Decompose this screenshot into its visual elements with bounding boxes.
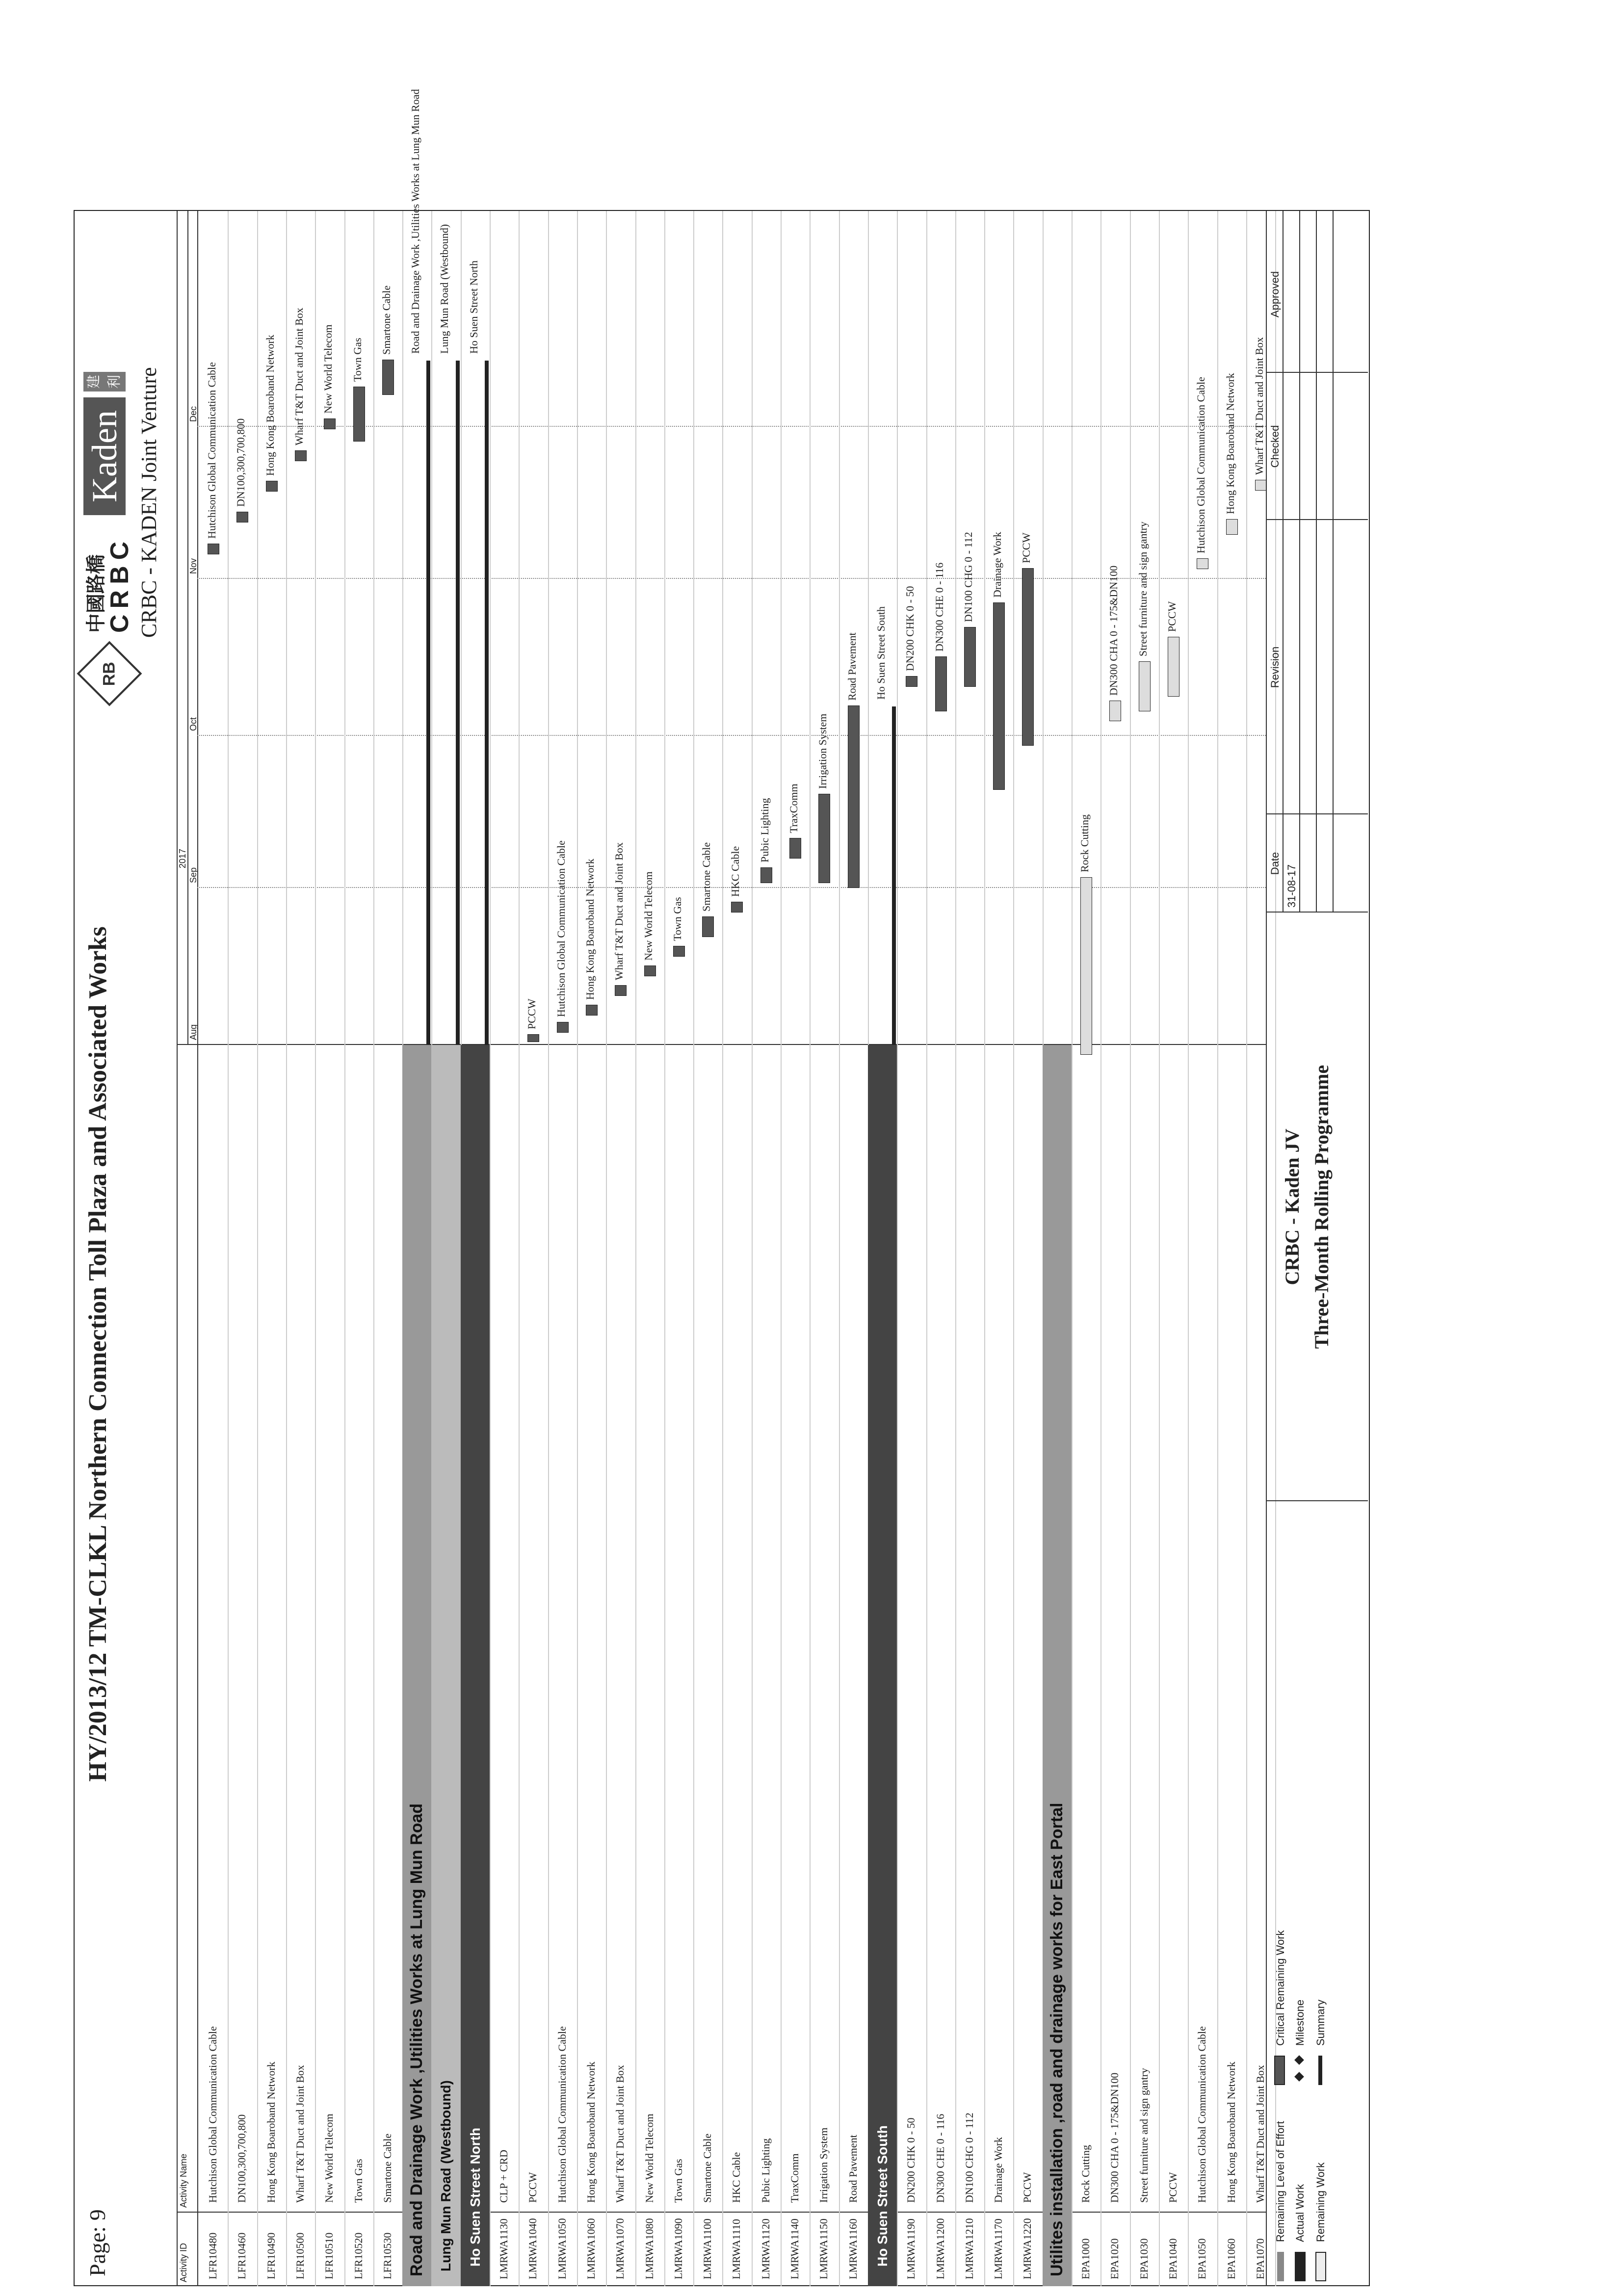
activity-bar	[615, 985, 627, 996]
activity-name: Irrigation System	[817, 2127, 830, 2203]
company-logos	[77, 216, 175, 702]
activity-bar	[353, 387, 365, 442]
activity-bar-label: Wharf T&T Duct and Joint Box	[613, 842, 626, 980]
title-block	[1266, 211, 1368, 913]
title-block-row-line-1	[1299, 211, 1300, 913]
footer-subtitle: Three-Month Rolling Programme	[1310, 1065, 1333, 1349]
wbs-band: Road and Drainage Work ,Utilities Works at Lung Mun Road	[402, 1045, 431, 2286]
row-divider	[955, 211, 956, 2286]
activity-bar-label: Hong Kong Boaroband Network	[583, 859, 596, 1000]
month-label: Dec	[188, 406, 198, 422]
header-divider	[177, 211, 178, 2286]
kaden-logo: Kaden	[83, 397, 126, 515]
activity-name: Hong Kong Boaroband Network	[1225, 2061, 1237, 2203]
activity-id: LMRWA1170	[992, 2218, 1005, 2279]
year-divider	[187, 211, 188, 1045]
checked-label: Checked	[1269, 425, 1281, 468]
activity-bar-label: Wharf T&T Duct and Joint Box	[292, 308, 305, 445]
activity-id: LFR10530	[381, 2232, 393, 2279]
summary-bar-label: Ho Suen Street North	[467, 260, 480, 354]
activity-bar	[644, 965, 656, 976]
activity-bar	[1080, 877, 1092, 1055]
row-divider	[373, 211, 374, 2286]
row-divider	[1217, 211, 1218, 2286]
activity-id: EPA1030	[1137, 2238, 1150, 2279]
wbs-band: Lung Mun Road (Westbound)	[431, 1045, 460, 2286]
activity-bar	[1255, 480, 1267, 491]
activity-name: PCCW	[1021, 2172, 1034, 2203]
activity-name: Pubic Lighting	[759, 2138, 772, 2203]
activity-bar-label: DN200 CHK 0 - 50	[904, 586, 917, 671]
row-divider	[519, 211, 520, 2286]
activity-name: CLP + CRD	[498, 2149, 510, 2203]
row-divider	[635, 211, 636, 2286]
activity-bar	[527, 1034, 539, 1042]
activity-bar-label: Hutchison Global Communication Cable	[554, 840, 567, 1017]
row-divider	[490, 211, 491, 2286]
activity-name: DN300 CHE 0 - 116	[934, 2113, 946, 2203]
activity-id: LFR10510	[323, 2232, 336, 2279]
activity-bar	[1022, 568, 1034, 746]
activity-id: LMRWA1130	[498, 2218, 510, 2279]
activity-name: DN100,300,700,800	[236, 2114, 248, 2203]
summary-bar	[456, 361, 460, 1045]
activity-id: LMRWA1140	[788, 2218, 801, 2279]
activity-name: HKC Cable	[730, 2152, 743, 2203]
activity-id: LMRWA1060	[584, 2218, 597, 2279]
title-block-row-line-2	[1316, 211, 1317, 913]
activity-id: LMRWA1050	[555, 2218, 568, 2279]
activity-bar	[1109, 701, 1121, 721]
activity-name: Hutchison Global Communication Cable	[555, 2026, 568, 2203]
activity-name: Hutchison Global Communication Cable	[207, 2026, 219, 2203]
activity-id: LFR10490	[264, 2232, 277, 2279]
summary-bar	[485, 361, 489, 1045]
wbs-band: Utilites installation ,road and drainage works for East Portal	[1043, 1045, 1072, 2286]
remaining-swatch	[1315, 2252, 1326, 2281]
title-block-row-line-3	[1333, 211, 1334, 913]
summary-swatch	[1318, 2056, 1322, 2085]
joint-venture-name: CRBC - KADEN Joint Venture	[137, 367, 161, 638]
row-divider	[1072, 211, 1073, 2286]
activity-id: LMRWA1220	[1021, 2218, 1034, 2279]
title-block-col-1	[1266, 813, 1368, 814]
timescale-year: 2017	[178, 848, 187, 868]
activity-id: LMRWA1080	[643, 2218, 655, 2279]
activity-name: TraxComm	[788, 2153, 801, 2203]
activity-id: EPA1060	[1225, 2238, 1237, 2279]
activity-bar	[760, 867, 772, 883]
row-divider	[315, 211, 316, 2286]
activity-name: Wharf T&T Duct and Joint Box	[293, 2065, 306, 2203]
summary-bar-label: Ho Suen Street South	[874, 606, 887, 700]
row-divider	[897, 211, 898, 2286]
activity-bar-label: TraxComm	[787, 783, 800, 833]
activity-name: Town Gas	[672, 2159, 684, 2203]
activity-bar-label: Pubic Lighting	[758, 798, 771, 862]
activity-bar-label: PCCW	[525, 998, 538, 1029]
activity-id: LMRWA1190	[905, 2218, 917, 2279]
row-divider	[1100, 211, 1101, 2286]
summary-bar	[892, 706, 896, 1045]
activity-bar-label: Town Gas	[671, 897, 683, 941]
activity-name: New World Telecom	[643, 2113, 655, 2203]
activity-bar	[266, 481, 278, 492]
activity-bar	[964, 627, 976, 687]
row-divider	[344, 211, 345, 2286]
company-name-zh: 中國路橋	[85, 554, 107, 633]
actual-swatch	[1295, 2252, 1306, 2281]
column-activity-name: Activity Name	[179, 2153, 188, 2208]
activity-id: LFR10500	[293, 2232, 306, 2279]
activity-bar-label: Street furniture and sign gantry	[1136, 522, 1149, 656]
row-divider	[1188, 211, 1189, 2286]
activity-bar	[1226, 519, 1238, 535]
activity-bar	[731, 902, 743, 913]
legend-remaining: Remaining Work	[1314, 2162, 1327, 2242]
summary-bar-label: Road and Drainage Work ,Utilities Works at Lung Mun Road	[409, 89, 422, 354]
activity-bar	[702, 916, 714, 937]
activity-id: LMRWA1200	[934, 2218, 946, 2279]
activity-bar-label: Smartone Cable	[380, 285, 393, 355]
activity-name: Street furniture and sign gantry	[1137, 2068, 1150, 2203]
activity-id: LMRWA1100	[701, 2218, 714, 2279]
row-divider	[752, 211, 753, 2286]
date-value: 31-08-17	[1285, 864, 1298, 908]
activity-bar-label: HKC Cable	[729, 846, 742, 897]
activity-bar	[818, 794, 830, 883]
activity-id: EPA1000	[1079, 2238, 1092, 2279]
row-divider	[286, 211, 287, 2286]
activity-id: LMRWA1040	[526, 2218, 539, 2279]
activity-id: LMRWA1160	[846, 2218, 859, 2279]
activity-name: Hong Kong Boaroband Network	[264, 2061, 277, 2203]
kaden-logo-zh: 建利	[83, 372, 126, 391]
activity-bar	[993, 602, 1005, 790]
row-divider	[810, 211, 811, 2286]
row-divider	[606, 211, 607, 2286]
wbs-band: Ho Suen Street North	[461, 1045, 490, 2286]
row-divider	[722, 211, 723, 2286]
activity-name: Hong Kong Boaroband Network	[584, 2061, 597, 2203]
project-title: HY/2013/12 TM-CLKL Northern Connection Toll Plaza and Associated Works	[84, 926, 112, 1782]
activity-bar	[1139, 661, 1151, 711]
activity-name: PCCW	[1166, 2172, 1179, 2203]
activity-name: DN200 CHK 0 - 50	[905, 2117, 917, 2203]
activity-bar-label: Hong Kong Boaroband Network	[1224, 373, 1236, 514]
activity-name: New World Telecom	[323, 2113, 336, 2203]
activity-bar	[382, 360, 394, 395]
wbs-band: Ho Suen Street South	[868, 1045, 897, 2286]
milestone-icon	[1294, 2072, 1304, 2082]
activity-bar-label: Hutchison Global Communication Cable	[1195, 377, 1207, 553]
activity-id: EPA1050	[1196, 2238, 1208, 2279]
row-divider	[1013, 211, 1014, 2286]
title-block-col-2	[1266, 519, 1368, 520]
activity-bar	[295, 450, 307, 461]
activity-id: LMRWA1120	[759, 2218, 772, 2279]
row-divider	[257, 211, 258, 2286]
activity-id: LMRWA1070	[614, 2218, 627, 2279]
activity-bar	[208, 544, 219, 554]
activity-bar	[673, 946, 685, 957]
activity-bar	[848, 705, 860, 888]
month-label: Nov	[188, 558, 198, 574]
company-name-en: CRBC	[105, 535, 134, 633]
month-label: Sep	[188, 867, 198, 883]
activity-bar-label: DN100,300,700,800	[235, 418, 247, 507]
page-label: Page: 9	[85, 2209, 110, 2276]
loe-swatch	[1277, 2252, 1284, 2281]
activity-id: LFR10480	[207, 2232, 219, 2279]
month-gridline	[197, 578, 1266, 579]
activity-bar-label: PCCW	[1165, 601, 1178, 632]
activity-bar-label: PCCW	[1020, 532, 1033, 563]
row-divider	[577, 211, 578, 2286]
row-divider	[228, 211, 229, 2286]
activity-bar-label: DN300 CHE 0 - 116	[933, 562, 945, 652]
activity-bar-label: Irrigation System	[816, 713, 829, 789]
activity-bar-label: Wharf T&T Duct and Joint Box	[1253, 337, 1265, 475]
month-label: Aug	[188, 1024, 198, 1040]
critical-swatch	[1274, 2056, 1285, 2085]
approved-label: Approved	[1269, 271, 1281, 318]
activity-bar-label: Rock Cutting	[1078, 814, 1091, 872]
activity-id: LFR10520	[352, 2232, 365, 2279]
column-activity-id: Activity ID	[179, 2243, 188, 2282]
activity-name: Smartone Cable	[381, 2133, 393, 2203]
row-divider	[839, 211, 840, 2286]
activity-name: Rock Cutting	[1079, 2145, 1092, 2203]
activity-name: PCCW	[526, 2172, 539, 2203]
crbc-logo-icon	[77, 641, 142, 706]
activity-id: LMRWA1150	[817, 2218, 830, 2279]
activity-id: LMRWA1110	[730, 2218, 743, 2279]
activity-id: LFR10460	[236, 2232, 248, 2279]
activity-name: Hutchison Global Communication Cable	[1196, 2026, 1208, 2203]
legend-summary: Summary	[1314, 1999, 1327, 2046]
footer-title: CRBC - Kaden JV	[1281, 1128, 1303, 1285]
legend-milestone: Milestone	[1294, 1999, 1306, 2046]
activity-bar-label: New World Telecom	[322, 324, 335, 414]
month-gridline	[197, 735, 1266, 736]
activity-name: Wharf T&T Duct and Joint Box	[614, 2065, 627, 2203]
summary-bar	[426, 361, 430, 1045]
activity-bar	[324, 418, 336, 429]
row-divider	[693, 211, 694, 2286]
activity-bar-label: Town Gas	[351, 338, 364, 382]
row-divider	[548, 211, 549, 2286]
month-label: Oct	[188, 717, 198, 731]
row-divider	[664, 211, 665, 2286]
activity-id: LMRWA1210	[963, 2218, 975, 2279]
row-divider	[926, 211, 927, 2286]
activity-name: Wharf T&T Duct and Joint Box	[1254, 2065, 1266, 2203]
milestone-icon-end	[1294, 2055, 1304, 2065]
row-divider	[1159, 211, 1160, 2286]
row-divider	[1246, 211, 1247, 2286]
activity-name: DN100 CHG 0 - 112	[963, 2113, 975, 2203]
activity-bar-label: DN300 CHA 0 - 175&DN100	[1107, 565, 1120, 696]
activity-bar-label: Hong Kong Boaroband Network	[263, 335, 276, 476]
activity-id: LMRWA1090	[672, 2218, 684, 2279]
activity-bar	[906, 676, 917, 687]
activity-bar	[789, 838, 801, 859]
activity-name: DN300 CHA 0 - 175&DN100	[1108, 2072, 1121, 2203]
legend-actual: Actual Work	[1294, 2184, 1306, 2242]
legend-critical: Critical Remaining Work	[1274, 1930, 1286, 2046]
activity-bar	[236, 512, 248, 522]
activity-bar-label: New World Telecom	[642, 871, 655, 961]
row-divider	[781, 211, 782, 2286]
row-divider	[1130, 211, 1131, 2286]
activity-bar	[557, 1022, 569, 1033]
title-block-col-3	[1266, 372, 1368, 373]
wbs-band-gantt	[1043, 211, 1072, 1045]
row-divider	[984, 211, 985, 2286]
activity-bar-label: Hutchison Global Communication Cable	[206, 362, 218, 539]
activity-id: EPA1040	[1166, 2238, 1179, 2279]
revision-label: Revision	[1269, 646, 1281, 688]
column-header-divider	[197, 211, 198, 2286]
legend-loe: Remaining Level of Effort	[1274, 2121, 1286, 2242]
logo-mark: RB	[100, 661, 119, 686]
activity-bar-label: Smartone Cable	[700, 842, 713, 912]
summary-bar-label: Lung Mun Road (Westbound)	[438, 224, 451, 354]
activity-id: EPA1020	[1108, 2238, 1121, 2279]
schedule-sheet	[74, 89, 1369, 2286]
activity-id: EPA1070	[1254, 2238, 1266, 2279]
date-label: Date	[1269, 852, 1281, 875]
activity-name: Road Pavement	[846, 2135, 859, 2203]
gantt-divider	[177, 1044, 1266, 1045]
activity-bar-label: DN100 CHG 0 - 112	[962, 532, 974, 622]
activity-bar	[1168, 637, 1179, 697]
activity-bar	[935, 656, 947, 711]
legend	[1273, 1840, 1362, 2281]
sheet-frame	[74, 210, 1370, 2286]
activity-name: Smartone Cable	[701, 2133, 714, 2203]
activity-bar-label: Road Pavement	[845, 632, 858, 701]
activity-name: Drainage Work	[992, 2137, 1005, 2203]
activity-bar	[1197, 558, 1208, 569]
activity-bar	[586, 1005, 598, 1016]
id-column-divider	[177, 2212, 1266, 2213]
activity-bar-label: Drainage Work	[991, 531, 1004, 598]
activity-name: Town Gas	[352, 2159, 365, 2203]
